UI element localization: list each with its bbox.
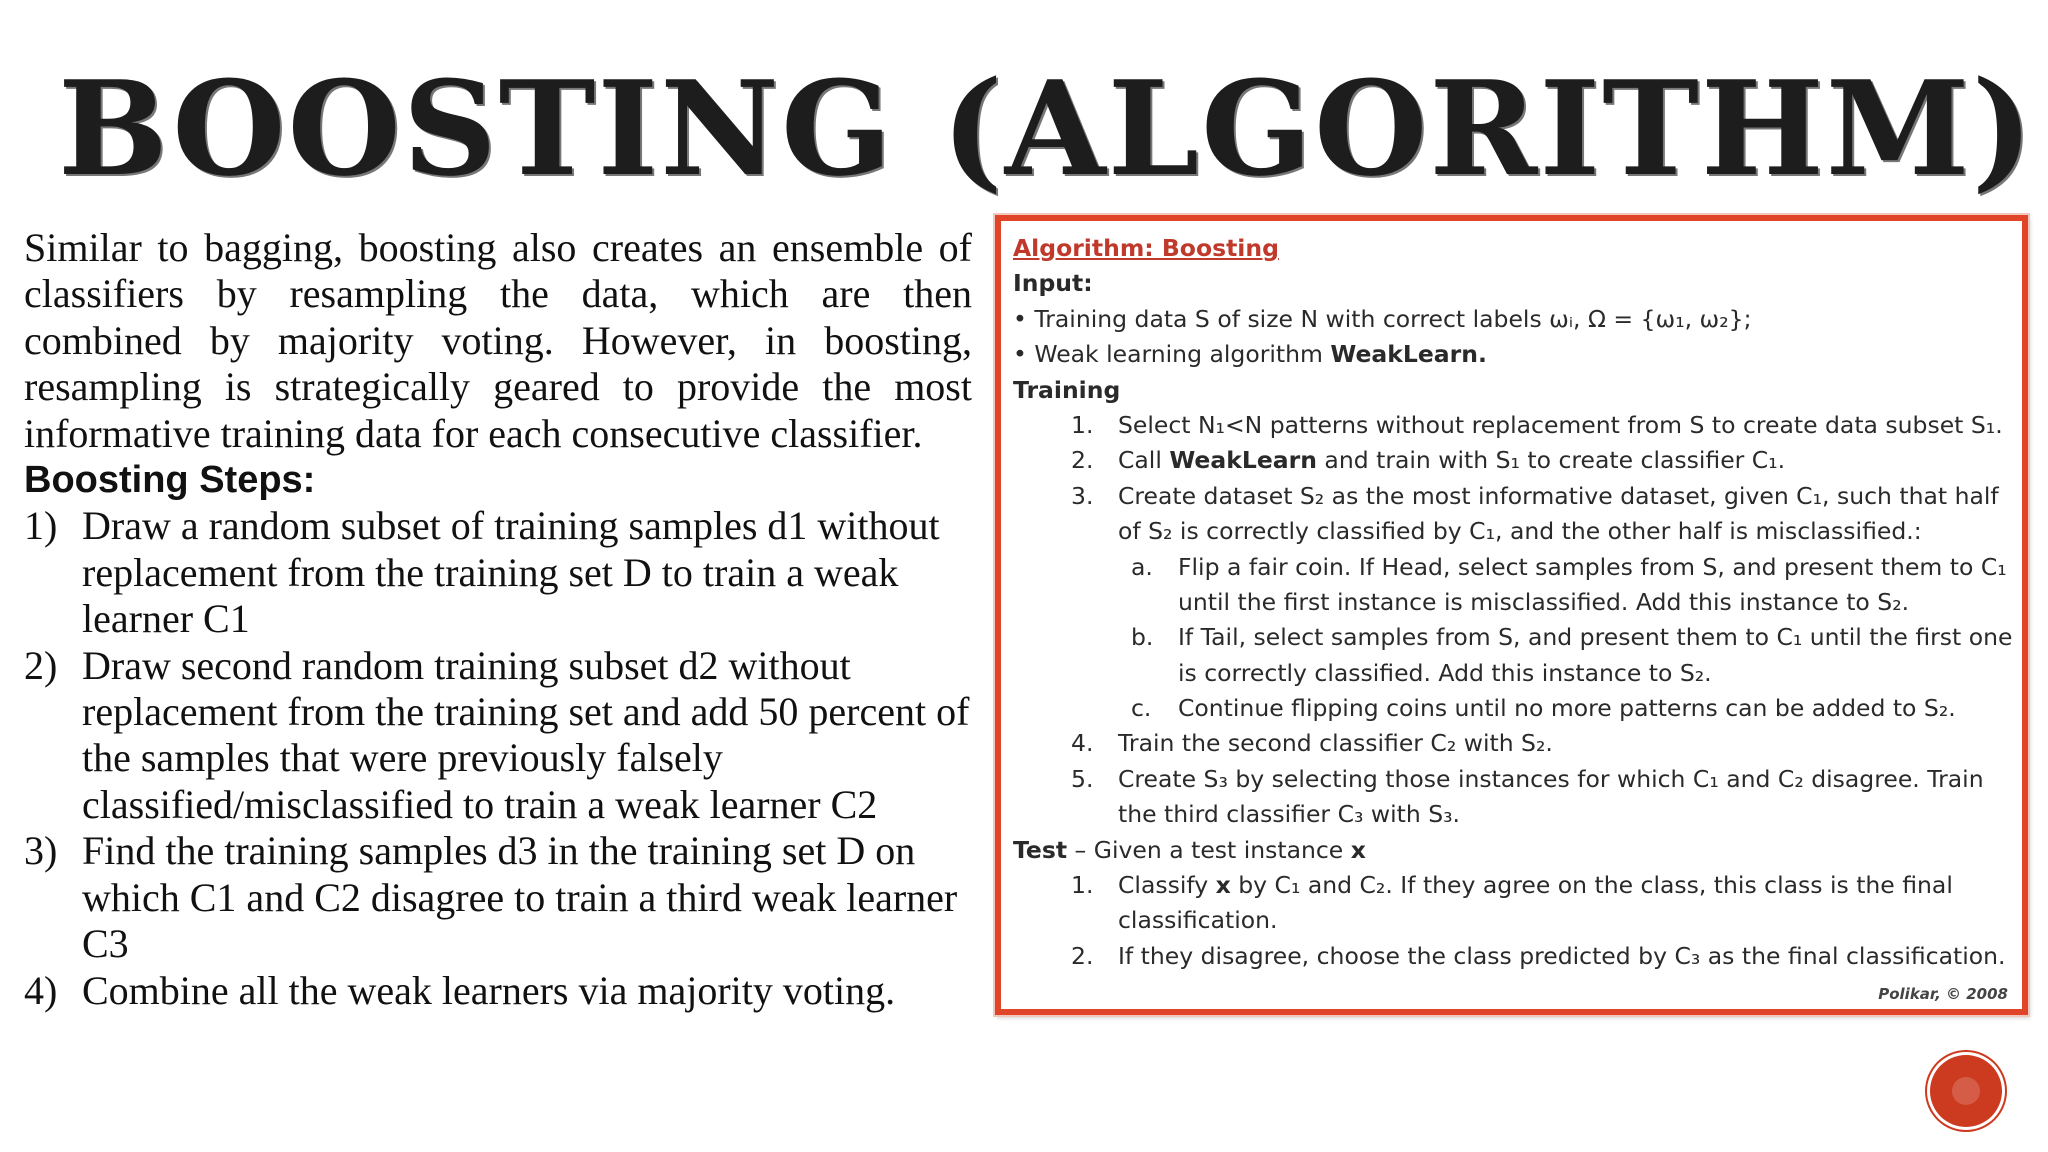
step-item bbox=[24, 503, 972, 642]
step-item bbox=[24, 643, 972, 829]
step-text: Draw a random subset of training samples d1 without replacement from the training set D to train a weak learner C1 bbox=[82, 503, 940, 642]
substep-text: is correctly classified. Add this instance to S₂. bbox=[1178, 658, 1712, 687]
input-text: • Training data S of size N with correct labels ωᵢ, Ω = {ω₁, ω₂}; bbox=[1013, 304, 1752, 333]
training-step-number: 1. bbox=[1071, 410, 1094, 439]
training-step-text: Call bbox=[1118, 446, 1170, 475]
test-step-text: Classify bbox=[1118, 871, 1216, 900]
input-text: • Weak learning algorithm bbox=[1013, 340, 1331, 369]
training-step-text: and train with S₁ to create classifier C₁. bbox=[1316, 446, 1786, 475]
step-text: Find the training samples d3 in the training set D on which C1 and C2 disagree to train a third weak learner C3 bbox=[82, 828, 958, 967]
substep-line bbox=[1013, 691, 2012, 726]
weaklearn-label: WeakLearn. bbox=[1330, 340, 1487, 369]
training-step-text: Create S₃ by selecting those instances for which C₁ and C₂ disagree. Train bbox=[1118, 764, 1984, 793]
slide-nav-button[interactable] bbox=[1930, 1055, 2002, 1127]
training-step-text: the third classifier C₃ with S₃. bbox=[1118, 800, 1461, 829]
substep-line bbox=[1013, 656, 2012, 691]
test-step-number: 2. bbox=[1071, 941, 1094, 970]
training-heading: Training bbox=[1013, 375, 1121, 404]
input-line bbox=[1013, 302, 2012, 337]
weaklearn-label: WeakLearn bbox=[1169, 446, 1317, 475]
test-step-line bbox=[1013, 939, 2012, 974]
input-heading-line bbox=[1013, 266, 2012, 301]
training-step-line bbox=[1013, 726, 2012, 761]
substep-text: Flip a fair coin. If Head, select samples from S, and present them to C₁ bbox=[1178, 552, 2007, 581]
test-step-text: by C₁ and C₂. If they agree on the class, this class is the final bbox=[1230, 871, 1953, 900]
training-step-number: 3. bbox=[1071, 481, 1094, 510]
step-number: 2) bbox=[24, 642, 58, 688]
algorithm-box bbox=[995, 215, 2028, 1015]
step-number: 1) bbox=[24, 503, 58, 549]
substep-marker: c. bbox=[1131, 694, 1152, 723]
substep-marker: b. bbox=[1131, 623, 1154, 652]
training-step-number: 4. bbox=[1071, 729, 1094, 758]
training-step-line bbox=[1013, 514, 2012, 549]
test-variable: x bbox=[1350, 835, 1366, 864]
training-step-number: 5. bbox=[1071, 764, 1094, 793]
training-heading-line bbox=[1013, 373, 2012, 408]
step-text: Combine all the weak learners via majority voting. bbox=[82, 967, 896, 1013]
test-step-line bbox=[1013, 868, 2012, 903]
test-step-text: If they disagree, choose the class predicted by C₃ as the final classification. bbox=[1118, 941, 2006, 970]
step-number: 4) bbox=[24, 967, 58, 1013]
training-step-line bbox=[1013, 797, 2012, 832]
step-item bbox=[24, 968, 972, 1014]
training-step-line bbox=[1013, 762, 2012, 797]
test-step-number: 1. bbox=[1071, 871, 1094, 900]
substep-marker: a. bbox=[1131, 552, 1153, 581]
steps-heading: Boosting Steps: bbox=[24, 459, 316, 502]
left-text-column bbox=[24, 225, 972, 1014]
test-heading-line bbox=[1013, 833, 2012, 868]
training-step-line bbox=[1013, 479, 2012, 514]
input-line bbox=[1013, 337, 2012, 372]
training-step-text: Create dataset S₂ as the most informative dataset, given C₁, such that half bbox=[1118, 481, 1999, 510]
substep-text: Continue flipping coins until no more patterns can be added to S₂. bbox=[1178, 694, 1956, 723]
test-step-line bbox=[1013, 903, 2012, 938]
step-number: 3) bbox=[24, 828, 58, 874]
training-step-text: Train the second classifier C₂ with S₂. bbox=[1118, 729, 1553, 758]
intro-paragraph: Similar to bagging, boosting also creates an ensemble of classifiers by resampling the data, which are then combined by majority voting. However, in boosting, resampling is strategically geared to provide the most informative training data for each consecutive classifier. bbox=[24, 225, 972, 456]
substep-line bbox=[1013, 620, 2012, 655]
step-item bbox=[24, 828, 972, 967]
training-step-line bbox=[1013, 408, 2012, 443]
substep-text: If Tail, select samples from S, and present them to C₁ until the first one bbox=[1178, 623, 2013, 652]
algorithm-title-line bbox=[1013, 231, 2012, 266]
training-step-number: 2. bbox=[1071, 446, 1094, 475]
test-variable: x bbox=[1215, 871, 1231, 900]
top-accent-bar bbox=[0, 0, 2048, 4]
algorithm-title: Algorithm: Boosting bbox=[1013, 234, 1279, 262]
training-step-text: of S₂ is correctly classified by C₁, and the other half is misclassified.: bbox=[1118, 517, 1922, 546]
test-heading-text: – Given a test instance bbox=[1067, 835, 1351, 864]
algorithm-content bbox=[1013, 231, 2012, 974]
slide-title: BOOSTING (ALGORITHM) bbox=[58, 52, 2036, 205]
step-text: Draw second random training subset d2 without replacement from the training set and add 50 percent of the samples that were previously falsely classified/misclassified to train a weak learner C2 bbox=[82, 642, 970, 827]
substep-text: until the first instance is misclassified. Add this instance to S₂. bbox=[1178, 587, 1910, 616]
substep-line bbox=[1013, 550, 2012, 585]
input-heading: Input: bbox=[1013, 269, 1093, 298]
training-step-text: Select N₁<N patterns without replacement from S to create data subset S₁. bbox=[1118, 410, 2003, 439]
steps-list bbox=[24, 503, 972, 1013]
test-step-text: classification. bbox=[1118, 906, 1278, 935]
source-credit: Polikar, © 2008 bbox=[1878, 985, 2008, 1003]
substep-line bbox=[1013, 585, 2012, 620]
test-heading: Test bbox=[1013, 835, 1068, 864]
training-step-line bbox=[1013, 443, 2012, 478]
